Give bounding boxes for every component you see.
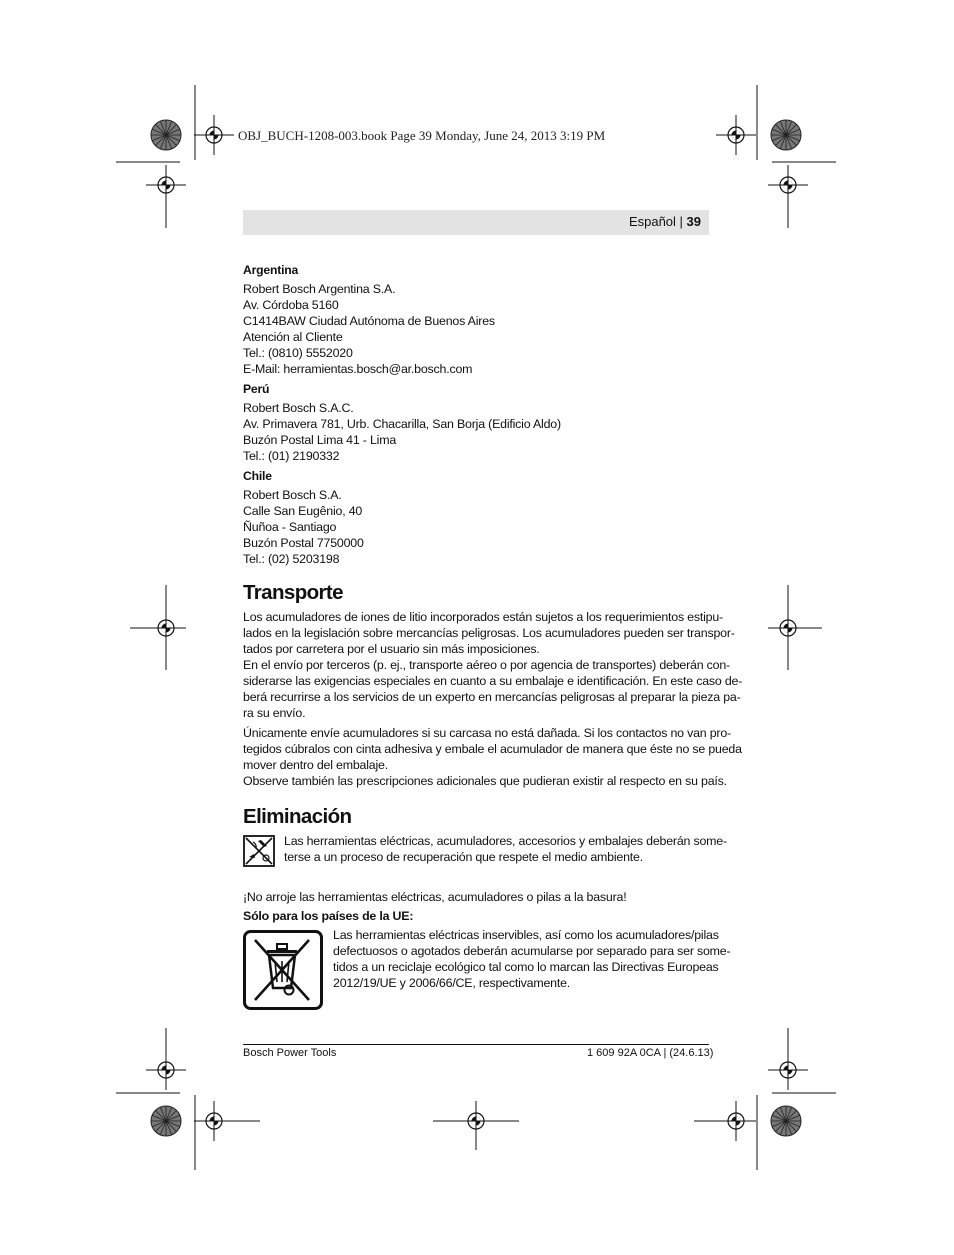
registration-mark-icon — [194, 115, 234, 155]
contact-line: Buzón Postal Lima 41 - Lima — [243, 433, 397, 447]
contact-chile — [243, 468, 711, 567]
contact-line: Robert Bosch S.A.C. — [243, 401, 354, 415]
text-line: tados por carretera por el usuario sin más imposiciones. — [243, 642, 540, 656]
text-line: Los acumuladores de iones de litio incorporados están sujetos a los requerimientos estipu- — [243, 610, 723, 624]
star-mark-tl — [151, 120, 181, 150]
registration-mark-icon — [194, 1101, 234, 1141]
footer-doc-number: 1 609 92A 0CA | (24.6.13) — [587, 1047, 714, 1059]
contact-line: Av. Córdoba 5160 — [243, 298, 339, 312]
print-header: OBJ_BUCH-1208-003.book Page 39 Monday, June 24, 2013 3:19 PM — [238, 128, 606, 143]
text-line: Observe también las prescripciones adicionales que pudieran existir al respecto en su país. — [243, 774, 727, 788]
recycle-tools-icon — [243, 835, 277, 869]
contact-line: Tel.: (02) 5203198 — [243, 552, 340, 566]
page-number: 39 — [686, 214, 701, 229]
transporte-paragraph-1 — [243, 609, 743, 721]
text-line: lados en la legislación sobre mercancías peligrosas. Los acumuladores pueden ser transpor- — [243, 626, 735, 640]
text-line: Las herramientas eléctricas inservibles, así como los acumuladores/pilas — [333, 928, 719, 942]
contact-argentina — [243, 262, 711, 377]
registration-mark-icon — [716, 115, 756, 155]
country-heading: Perú — [243, 382, 270, 396]
country-heading: Chile — [243, 469, 272, 483]
contact-line: Buzón Postal 7750000 — [243, 536, 364, 550]
page-content — [243, 262, 743, 1010]
page-header-label: Español | 39 — [628, 214, 701, 229]
weee-notice — [243, 928, 731, 1010]
text-line: 2012/19/UE y 2006/66/CE, respectivamente. — [333, 976, 571, 990]
contact-line: Robert Bosch Argentina S.A. — [243, 282, 396, 296]
contact-line: Ñuñoa - Santiago — [243, 520, 337, 534]
contact-line: Calle San Eugênio, 40 — [243, 504, 363, 518]
star-mark-br — [771, 1106, 801, 1136]
footer-rule — [243, 1044, 709, 1045]
text-line: mover dentro del embalaje. — [243, 758, 388, 772]
registration-mark-icon — [456, 1101, 496, 1141]
registration-mark-icon — [146, 165, 186, 205]
text-line: Únicamente envíe acumuladores si su carcasa no está dañada. Si los contactos no van pro- — [243, 726, 731, 740]
section-heading-eliminacion: Eliminación — [243, 805, 352, 828]
contact-email: E-Mail: herramientas.bosch@ar.bosch.com — [243, 362, 473, 376]
country-heading: Argentina — [243, 263, 299, 277]
text-line: tegidos cúbralos con cinta adhesiva y embale el acumulador de manera que éste no se pueda — [243, 742, 742, 756]
text-line: En el envío por terceros (p. ej., transporte aéreo o por agencia de transportes) deberán con- — [243, 658, 730, 672]
registration-mark-icon — [716, 1101, 756, 1141]
text-line: Las herramientas eléctricas, acumuladores, accesorios y embalajes deberán some- — [284, 834, 727, 848]
disposal-warning: ¡No arroje las herramientas eléctricas, acumuladores o pilas a la basura! — [243, 890, 627, 904]
contact-line: Tel.: (01) 2190332 — [243, 449, 340, 463]
contact-line: Robert Bosch S.A. — [243, 488, 342, 502]
star-mark-tr — [771, 120, 801, 150]
recycle-text — [284, 833, 727, 865]
contact-line: Av. Primavera 781, Urb. Chacarilla, San Borja (Edificio Aldo) — [243, 417, 561, 431]
page-header-bar — [243, 210, 709, 235]
registration-mark-icon — [768, 1050, 808, 1090]
transporte-paragraph-2 — [243, 725, 742, 789]
contact-line: C1414BAW Ciudad Autónoma de Buenos Aires — [243, 314, 495, 328]
crossed-out-bin-icon — [243, 930, 323, 1010]
star-mark-bl — [151, 1106, 181, 1136]
text-line: siderarse las exigencias especiales en cuanto a su embalaje e identificación. En este caso de- — [243, 674, 743, 688]
text-line: terse a un proceso de recuperación que respete el medio ambiente. — [284, 850, 643, 864]
text-line: defectuosos o agotados deberán acumularse por separado para ser some- — [333, 944, 731, 958]
contact-line: Atención al Cliente — [243, 330, 343, 344]
text-line: tidos a un reciclaje ecológico tal como lo marcan las Directivas Europeas — [333, 960, 719, 974]
text-line: ra su envío. — [243, 706, 306, 720]
section-heading-transporte: Transporte — [243, 581, 343, 604]
registration-mark-icon — [768, 165, 808, 205]
registration-mark-icon — [146, 1050, 186, 1090]
footer-brand: Bosch Power Tools — [243, 1047, 337, 1059]
contact-peru — [243, 381, 711, 464]
eu-countries-label: Sólo para los países de la UE: — [243, 909, 414, 923]
recycle-notice — [243, 834, 727, 869]
weee-text — [333, 927, 730, 991]
text-line: berá recurrirse a los servicios de un experto en mercancías peligrosas al preparar la pieza pa- — [243, 690, 741, 704]
contact-line: Tel.: (0810) 5552020 — [243, 346, 353, 360]
